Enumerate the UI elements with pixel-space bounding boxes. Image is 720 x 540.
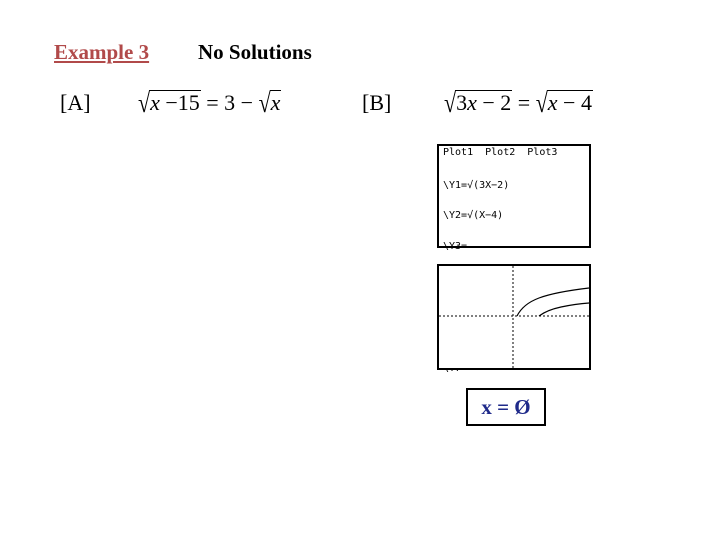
example-title: Example 3 bbox=[54, 40, 150, 64]
calculator-graph-screen bbox=[437, 264, 591, 370]
example-subtitle: No Solutions bbox=[198, 40, 312, 64]
graph-curve-y2 bbox=[539, 303, 589, 316]
part-b-equation: √3x − 2 = √x − 4 bbox=[444, 86, 592, 118]
answer-box: x = Ø bbox=[466, 388, 546, 426]
calculator-y-editor-screen bbox=[437, 144, 591, 252]
part-b-label: [B] bbox=[362, 90, 392, 115]
y-editor-plots-row: Plot1 Plot2 Plot3 bbox=[443, 147, 558, 158]
y-editor-line: \Y1=√(3X−2) bbox=[443, 179, 510, 191]
y-editor-line: \Y3= bbox=[443, 240, 468, 252]
part-a-equation: √x −15 = 3 − √x bbox=[138, 86, 281, 118]
y-editor-line: \Y2=√(X−4) bbox=[443, 210, 504, 222]
graph-curve-y1 bbox=[517, 288, 589, 316]
graph-plot bbox=[439, 266, 589, 368]
part-a-label: [A] bbox=[60, 90, 91, 115]
